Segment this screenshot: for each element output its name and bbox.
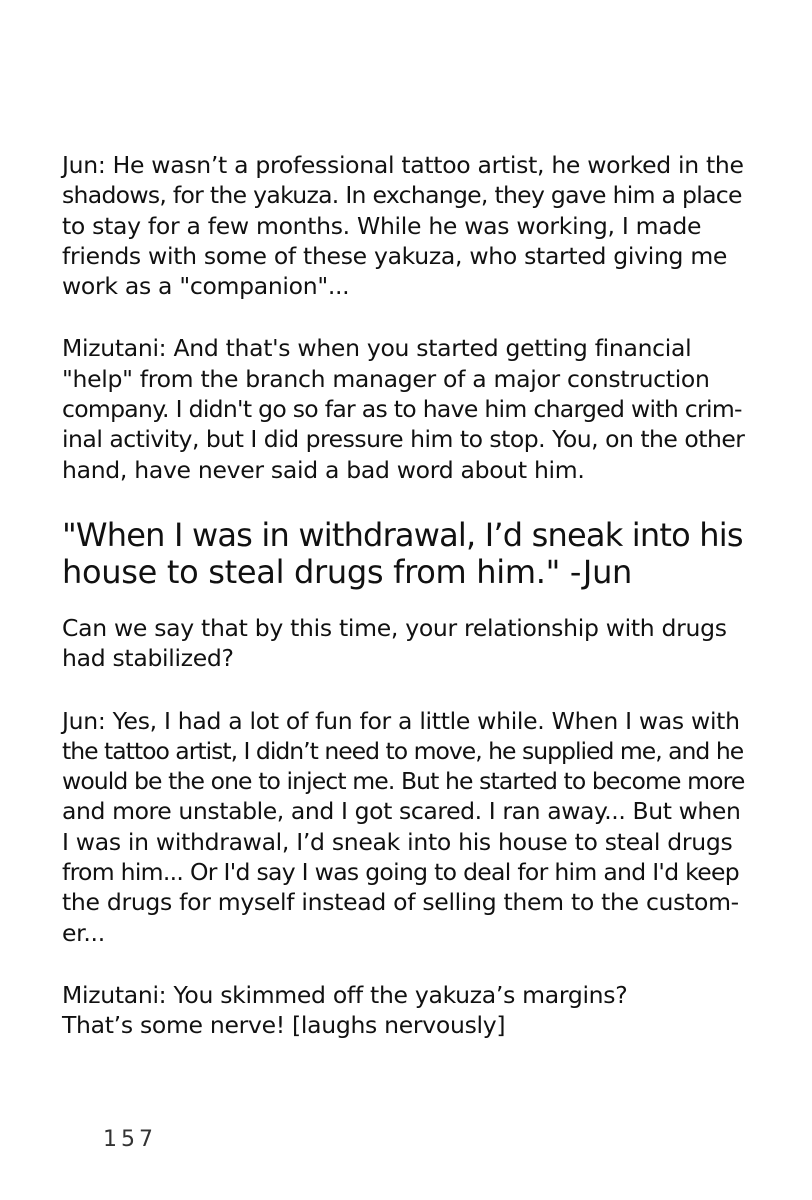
- text-line: work as a "companion"...: [62, 272, 350, 301]
- text-line: Jun: He wasn’t a professional tattoo artist, he worked in the: [62, 151, 744, 179]
- text-line: the tattoo artist, I didn’t need to move, he supplied me, and he: [62, 736, 744, 765]
- text-line: "help" from the branch manager of a major construction: [62, 364, 710, 393]
- paragraph-spacer: [62, 674, 744, 706]
- page-content: [62, 150, 744, 1041]
- text-line: would be the one to inject me. But he started to become more: [62, 767, 745, 796]
- paragraph-question-drugs: [62, 613, 744, 674]
- text-line: I was in withdrawal, I’d sneak into his house to steal drugs: [62, 827, 733, 856]
- paragraph-spacer: [62, 485, 744, 517]
- pull-quote-line: "When I was in withdrawal, I’d sneak into his: [62, 515, 743, 554]
- text-line: Can we say that by this time, your relationship with drugs: [62, 613, 727, 642]
- pull-quote-line: house to steal drugs from him." -Jun: [62, 552, 633, 591]
- text-line: had stabilized?: [62, 644, 234, 673]
- paragraph-mizutani-margins: [62, 980, 744, 1041]
- text-line: the drugs for myself instead of selling them to the custom-: [62, 888, 739, 917]
- page-number: 157: [103, 1127, 157, 1152]
- paragraph-mizutani-financial-help: [62, 333, 744, 484]
- text-line: company. I didn't go so far as to have him charged with crim-: [62, 395, 742, 424]
- paragraph-jun-tattoo-artist: [62, 150, 744, 301]
- text-line: inal activity, but I did pressure him to stop. You, on the other: [62, 425, 745, 454]
- text-line: That’s some nerve! [laughs nervously]: [62, 1011, 506, 1040]
- text-line: Mizutani: And that's when you started getting financial: [62, 334, 692, 363]
- text-line: Mizutani: You skimmed off the yakuza’s margins?: [62, 980, 628, 1009]
- text-line: friends with some of these yakuza, who started giving me: [62, 241, 728, 270]
- text-line: to stay for a few months. While he was working, I made: [62, 211, 702, 240]
- paragraph-spacer: [62, 301, 744, 333]
- text-line: er...: [62, 918, 105, 947]
- paragraph-spacer: [62, 948, 744, 980]
- text-line: and more unstable, and I got scared. I ran away... But when: [62, 797, 741, 826]
- text-line: from him... Or I'd say I was going to deal for him and I'd keep: [62, 858, 739, 887]
- paragraph-jun-withdrawal: [62, 706, 744, 948]
- pull-quote: [62, 517, 744, 591]
- text-line: Jun: Yes, I had a lot of fun for a little while. When I was with: [62, 706, 740, 735]
- text-line: hand, have never said a bad word about him.: [62, 455, 585, 484]
- paragraph-spacer: [62, 591, 744, 613]
- text-line: shadows, for the yakuza. In exchange, they gave him a place: [62, 181, 742, 210]
